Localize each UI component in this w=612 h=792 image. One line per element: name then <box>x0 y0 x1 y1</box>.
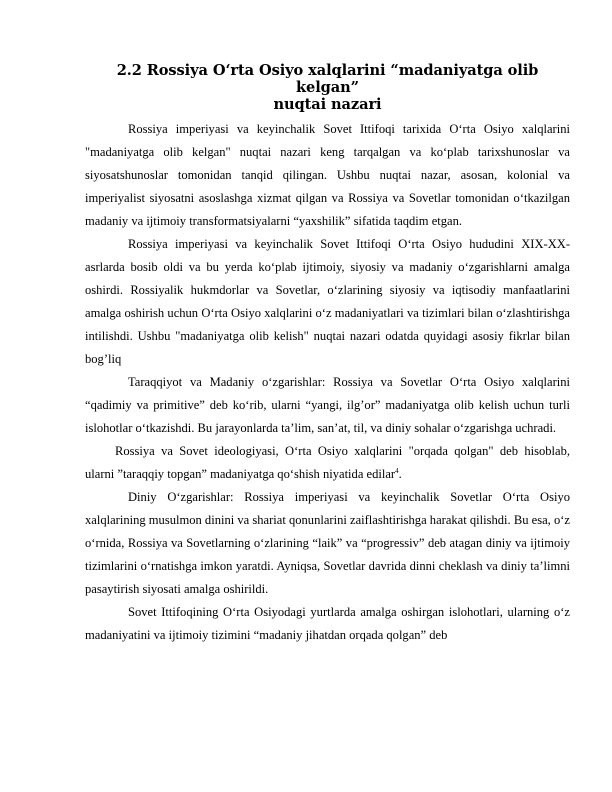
paragraph-3: Taraqqiyot va Madaniy o‘zgarishlar: Rossiya va Sovetlar O‘rta Osiyo xalqlarini “qadimiy va primitive” deb ko‘rib, ularni “yangi, ilg’or” madaniyatga olib kelish uchun turli islohotlar o‘tkazishdi. Bu jarayonlarda ta’lim, san’at, til, va diniy sohalar o‘zgarishga uchradi. <box>85 375 570 435</box>
footnote-marker[interactable]: 4 <box>395 466 399 475</box>
paragraph-5: Diniy O‘zgarishlar: Rossiya imperiyasi va keyinchalik Sovetlar O‘rta Osiyo xalqlarining musulmon dinini va shariat qonunlarini zaiflashtirishga harakat qilishdi. Bu esa, o‘z o‘rnida, Rossiya va Sovetlarning o‘zlarining “laik” va “progressiv” deb atagan diniy va ijtimoiy tizimlarini o‘rnatishga imkon yaratdi. Ayniqsa, Sovetlar davrida dinni cheklash va diniy ta’limni pasaytirish siyosati amalga oshirildi. <box>85 490 570 596</box>
paragraph-1: Rossiya imperiyasi va keyinchalik Sovet Ittifoqi tarixida O‘rta Osiyo xalqlarini "madaniyatga olib kelgan" nuqtai nazari keng tarqalgan va ko‘plab tarixshunoslar va siyosatshunoslar tomonidan tanqid qilingan. Ushbu nuqtai nazar, asosan, kolonial va imperiyalist siyosatni asoslashga xizmat qilgan va Rossiya va Sovetlar tomonidan o‘tkazilgan madaniy va ijtimoiy transformatsiyalarni “yaxshilik” sifatida taqdim etgan. <box>85 122 570 228</box>
section-heading <box>85 62 570 113</box>
section-heading-line-1: 2.2 Rossiya O‘rta Osiyo xalqlarini “madaniyatga olib kelgan” <box>116 62 539 96</box>
paragraph-4 <box>85 440 570 486</box>
paragraph-4-end: . <box>398 467 402 481</box>
document-page <box>85 62 570 647</box>
section-heading-line-2: nuqtai nazari <box>273 96 382 113</box>
paragraph-2: Rossiya imperiyasi va keyinchalik Sovet Ittifoqi O‘rta Osiyo hududini XIX-XX-asrlarda bosib oldi va bu yerda ko‘plab ijtimoiy, siyosiy va madaniy o‘zgarishlarni amalga oshirdi. Rossiyalik hukmdorlar va Sovetlar, o‘zlarining siyosiy va iqtisodiy manfaatlarini amalga oshirish uchun O‘rta Osiyo xalqlarini o‘z madaniyatlari va tizimlari bilan o‘zlashtirishga intilishdi. Ushbu "madaniyatga olib kelish" nuqtai nazari odatda quyidagi asosiy fikrlar bilan bog’liq <box>85 237 570 366</box>
paragraph-4-text: Rossiya va Sovet ideologiyasi, O‘rta Osiyo xalqlarini "orqada qolgan" deb hisoblab, ularni ”taraqqiy topgan” madaniyatga qo‘shish niyatida edilar <box>85 444 570 481</box>
paragraph-6: Sovet Ittifoqining O‘rta Osiyodagi yurtlarda amalga oshirgan islohotlari, ularning o‘z madaniyatini va ijtimoiy tizimini “madaniy jihatdan orqada qolgan” deb <box>85 605 570 642</box>
